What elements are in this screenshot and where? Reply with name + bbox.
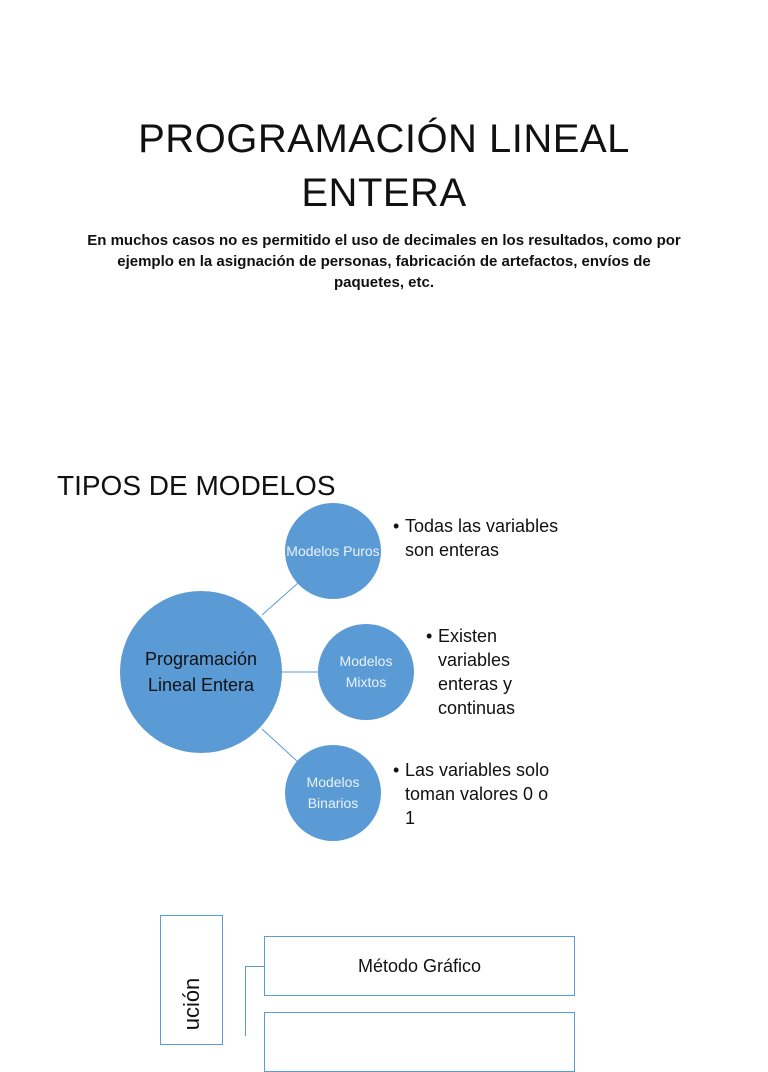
node-label: Modelos Puros	[286, 542, 380, 559]
bullet-icon: •	[393, 516, 400, 536]
method-box-second	[264, 1012, 575, 1072]
title-line-1: PROGRAMACIÓN LINEAL	[138, 117, 630, 161]
method-label: Método Gráfico	[357, 955, 482, 976]
method-box-grafico	[264, 936, 575, 996]
description-text: Las variables solo toman valores 0 o 1	[405, 760, 550, 828]
connector-binarios	[262, 729, 298, 762]
tree-connector-horizontal	[245, 966, 265, 967]
title-line-2: ENTERA	[301, 171, 467, 215]
center-node	[120, 591, 282, 753]
bullet-icon: •	[393, 760, 400, 780]
node-modelos-mixtos	[318, 624, 414, 720]
description-text: Existen variables enteras y continuas	[438, 626, 516, 718]
node-label: Modelos Mixtos	[339, 653, 393, 690]
tree-connector-vertical	[245, 966, 246, 1036]
node-modelos-binarios	[285, 745, 381, 841]
solution-category-label: ución	[178, 977, 204, 1031]
center-node-label: Programación Lineal Entera	[144, 649, 258, 695]
description-puros	[393, 514, 573, 562]
node-modelos-puros	[285, 503, 381, 599]
section-title: TIPOS DE MODELOS	[57, 470, 336, 501]
solution-category-box	[160, 915, 223, 1045]
bullet-icon: •	[426, 626, 433, 646]
description-mixtos	[426, 624, 566, 720]
page-title	[0, 112, 768, 220]
node-label: Modelos Binarios	[306, 774, 360, 811]
connector-puros	[262, 583, 298, 615]
description-text: Todas las variables son enteras	[405, 516, 559, 560]
subtitle-text: En muchos casos no es permitido el uso de decimales en los resultados, como por ejemplo en la asignación de personas, fabricación de artefactos, envíos de paquetes, etc.	[87, 232, 681, 291]
description-binarios	[393, 758, 553, 830]
